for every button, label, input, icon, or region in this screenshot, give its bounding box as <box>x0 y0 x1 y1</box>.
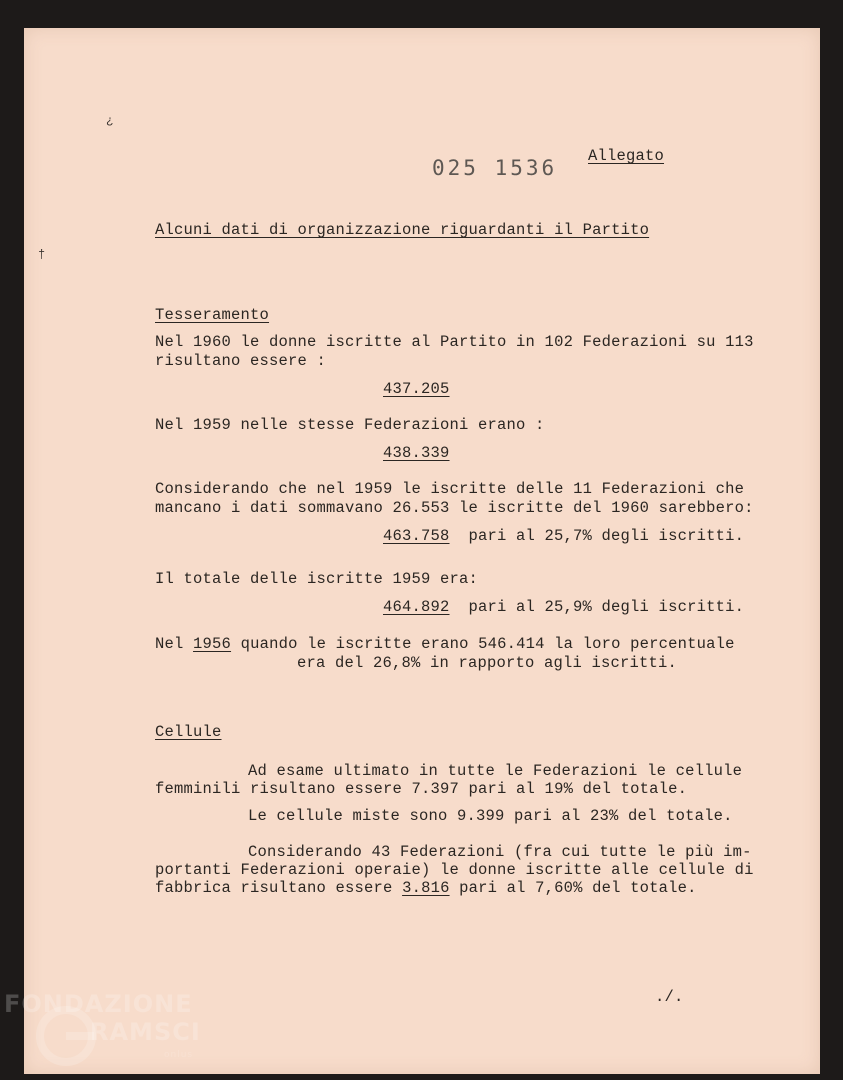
value-row <box>383 527 744 545</box>
paragraph-line: Nel 1959 nelle stesse Federazioni erano : <box>155 416 545 434</box>
paragraph-line <box>155 635 735 653</box>
value-total-1959: 464.892 <box>383 598 450 616</box>
paragraph-line: Nel 1960 le donne iscritte al Partito in 102 Federazioni su 113 <box>155 333 754 351</box>
attachment-label: Allegato <box>588 147 665 165</box>
paragraph-line: Le cellule miste sono 9.399 pari al 23% del totale. <box>248 807 733 825</box>
watermark-line2: RAMSCI <box>90 1018 201 1046</box>
paragraph-line: portanti Federazioni operaie) le donne iscritte alle cellule di <box>155 861 754 879</box>
watermark-sub: onlus <box>164 1050 194 1060</box>
document-title: Alcuni dati di organizzazione riguardanti il Partito <box>155 221 650 239</box>
value-note: pari al 25,7% degli iscritti. <box>468 527 745 545</box>
text-fragment: pari al 7,60% del totale. <box>459 879 697 897</box>
paragraph-line: risultano essere : <box>155 352 327 370</box>
paragraph-line: Considerando che nel 1959 le iscritte delle 11 Federazioni che <box>155 480 745 498</box>
watermark-line1: FONDAZIONE <box>4 990 193 1018</box>
paragraph-line: Considerando 43 Federazioni (fra cui tutte le più im- <box>248 843 752 861</box>
section-heading-cellule: Cellule <box>155 723 222 741</box>
continuation-mark: ./. <box>655 988 684 1006</box>
document-page <box>24 28 820 1074</box>
paragraph-line: Ad esame ultimato in tutte le Federazioni le cellule <box>248 762 743 780</box>
archive-stamp-number: 025 1536 <box>432 156 558 180</box>
paragraph-line: Il totale delle iscritte 1959 era: <box>155 570 479 588</box>
value-1960: 437.205 <box>383 380 450 398</box>
year-1956: 1956 <box>193 635 232 653</box>
text-fragment: quando le iscritte erano 546.414 la loro percentuale <box>240 635 735 653</box>
fondazione-gramsci-watermark <box>4 988 219 1080</box>
ink-speck: ¿ <box>106 114 114 128</box>
value-row <box>383 598 744 616</box>
value-1959: 438.339 <box>383 444 450 462</box>
paragraph-line: mancano i dati sommavano 26.553 le iscritte del 1960 sarebbero: <box>155 499 754 517</box>
paragraph-line: era del 26,8% in rapporto agli iscritti. <box>297 654 678 672</box>
paragraph-line: femminili risultano essere 7.397 pari al 19% del totale. <box>155 780 688 798</box>
text-fragment: Nel <box>155 635 184 653</box>
value-3816: 3.816 <box>402 879 450 897</box>
paragraph-line <box>155 879 697 897</box>
section-heading-tesseramento: Tesseramento <box>155 306 270 324</box>
text-fragment: fabbrica risultano essere <box>155 879 393 897</box>
value-note: pari al 25,9% degli iscritti. <box>468 598 745 616</box>
value-1960-estimate: 463.758 <box>383 527 450 545</box>
ink-speck: † <box>38 248 46 262</box>
